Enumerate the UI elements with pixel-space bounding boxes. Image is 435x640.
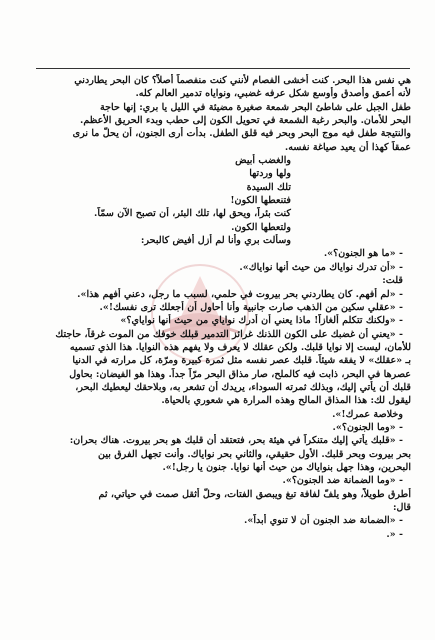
text-line: - «وما الجنون؟».: [332, 421, 403, 433]
text-line: - «ولكنك تتكلم ألغازاً! ماذا يعني أن أدرك نواياي من حيث أنها نواياي؟»: [120, 315, 403, 327]
text-line: وخلاصة عمرك!».: [332, 408, 403, 420]
text-line: قال:: [392, 502, 411, 513]
text-line: - «لم أفهم. كان يطاردني بحر بيروت في حلمي، لسبب ما رجل، دعني أفهم هذا».: [77, 288, 403, 300]
text-line: - «ما هو الجنون؟».: [323, 248, 403, 260]
text-line: - «قلبك يأتي إليك متنكراً في هيئة بحر، فتعتقد أن قلبك هو بحر بيروت. هناك بحران:: [69, 435, 403, 447]
text-line: تلك السيدة: [246, 181, 291, 193]
text-line: بـ «عقلك» لا يفقه شيئاً. قلبك عصر نفسه مثل ثمرة كبيرة ومرّة، كل مرارته في الدنيا: [72, 355, 411, 367]
text-line: والنتيجة طفل فيه موج البحر وبحر فيه قلق الطفل. بدأت أرى الجنون، أن يحلّ ما نرى: [72, 128, 411, 140]
text-line: هي نفس هذا البحر. كنت أخشى الفصام لأنني كنت منفصماً أصلاً؟ كان البحر يطاردني: [74, 75, 411, 86]
text-line: ليقول لك: هذا المذاق المالح وهذه المرارة هي شعوري بالحياة.: [161, 395, 411, 407]
text-line: لأنه أعمق وأصدق وأوسع شكل عرفه غضبي، ونواياه تدمير العالم كله.: [135, 88, 411, 100]
text-line: - «عقلي سكين من الذهب صارت جانبية وأنا أحاول أن أجعلك ترى نفسك!».: [99, 301, 403, 313]
text-line: عصرها في البحر، ذابت فيه كالملح، صار مذاق البحر مرّاً جداً. وهذا هو الفيضان: بحاول: [69, 368, 411, 380]
text-line: أطرق طويلاً، وهو يلفّ لفافة تبغ ويبصق الفتات، وحلّ أثقل صمت في حياتي، ثم: [98, 488, 411, 500]
text-line: ولها وردتها: [249, 168, 291, 180]
text-line: بحر بيروت وبحر قلبك. الأول حقيقي، والثاني بحر نواياك. وأنت تجهل الفرق بين: [98, 448, 411, 460]
text-line: فتنعطها الكون!: [230, 195, 291, 207]
header-rule: [36, 68, 410, 69]
text-line: البحرين، وهذا جهل بنواياك من حيث أنها نوايا. جنون يا رجل!».: [162, 461, 411, 473]
text-line: - «وما الضمانة ضد الجنون؟».: [282, 475, 403, 487]
text-line: ولتعطها الكون.: [231, 221, 291, 233]
text-line: قلبك أن يأتي إليك، وبذلك ثمرته السوداء، يريدك أن تشعر به، وبلاحقك ليعطيك البحر،: [75, 381, 411, 393]
text-line: وسألت بري وأنا لم أزل أفيض كالبحر:: [140, 235, 291, 247]
text-line: كنت بئراً، ويحق لها، تلك البئر، أن تصبح الآن سمّاً.: [94, 208, 291, 220]
text-line: - «يعني أن غضبك على الكون اللذنك غرائز التدمير قبلك خوفك من الموت غرقاً، حاجتك: [55, 328, 403, 340]
text-line: البحر للأمان. والبحر رغبة الشمعة في تحويل الكون إلى حطب وبدء الحريق الأعظم.: [80, 115, 411, 127]
text-line: للأمان، ليست إلا نوايا قلبك. ولكن عقلك لا يعرف ولا يفهم هذه النوايا. هذا الذي تسميه: [69, 341, 411, 353]
text-line: - «الضمانة ضد الجنون أن لا تنوي أبداً».: [244, 515, 403, 527]
body-text: [22, 74, 411, 630]
text-line: طفل الجبل على شاطئ البحر شمعة صغيرة مضيئة في الليل يا بري: إنها حاجة: [99, 101, 411, 113]
text-line: عمقاً كهذا أن يعيد صياغة نفسه.: [284, 141, 411, 153]
text-line: قلت:: [382, 275, 403, 287]
text-line: - «.: [386, 528, 403, 540]
text-line: - «أن تدرك نواياك من حيث أنها نواياك».: [239, 261, 403, 273]
text-line: والغضب أبيض: [235, 155, 291, 167]
